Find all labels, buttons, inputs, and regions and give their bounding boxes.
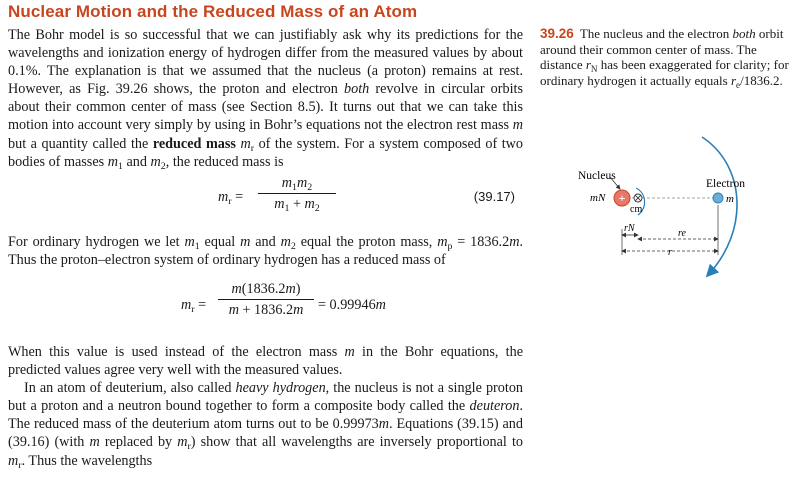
paragraph-4 — [8, 379, 523, 469]
nucleus-label: Nucleus — [578, 170, 616, 182]
paragraph-2 — [8, 233, 523, 269]
figure-number: 39.26 — [540, 26, 574, 41]
electron-sphere — [713, 193, 723, 203]
eq2-lhs: $m_r$ = — [181, 296, 207, 315]
mn-label: mN — [590, 192, 606, 204]
paragraph-1 — [8, 26, 523, 171]
paragraph-3 — [8, 343, 523, 379]
p4-text: In an atom of deuterium, also called heavy hydrogen, the nucleus is not a single proton but a proton and a neutron bound together to form a composite body called the deuteron. The reduced mass of the deuterium atom turns out to be 0.99973m. Equations (39.15) and (39.16) (with m replaced by $m_r$) show that all wavelengths are inversely proportional to $m_r$. Thus the wavelengths — [8, 380, 524, 471]
rn-label: rN — [624, 223, 635, 234]
figure-39-26 — [560, 135, 760, 285]
eq1-number: (39.17) — [473, 188, 515, 204]
equation-reduced-mass-hydrogen — [8, 281, 523, 333]
eq2-denominator: m + 1836.2m — [228, 301, 304, 318]
figure-caption — [540, 26, 790, 88]
electron-orbit-arc — [702, 137, 737, 275]
m-label: m — [726, 193, 734, 205]
eq1-lhs: $m_r$ = — [218, 188, 244, 207]
r-label: r — [668, 247, 672, 258]
eq2-numerator: m(1836.2m) — [231, 280, 301, 297]
equation-39-17 — [8, 175, 523, 223]
section-heading: Nuclear Motion and the Reduced Mass of an Atom — [8, 2, 418, 21]
p1-text: The Bohr model is so successful that we can justifiably ask why its predictions for the wavelengths and ionization energy of hydrogen differ from the measured values by about 0.1%. The explanation is that we assumed that the nucleus (a proton) remains at rest. However, as Fig. 39.26 shows, the proton and electron both revolve in circular orbits about their common center of mass (see Section 8.5). It turns out that we can take this motion into account very simply by using in Bohr’s equations not the electron rest mass m but a quantity called the reduced mass $m_r$ of the system. For a system composed of two bodies of masses $m_1$ and $m_2$, the reduced mass is — [8, 27, 524, 172]
caption-text: The nucleus and the electron both orbit around their common center of mass. The distance $r_N$ has been exaggerated for clarity; for ordinary hydrogen it actually equals $r_e/1836.2$. — [540, 26, 789, 90]
main-text-column — [8, 26, 523, 470]
re-label: re — [678, 228, 686, 239]
eq2-fraction — [218, 281, 314, 319]
electron-label: Electron — [706, 178, 745, 190]
eq1-numerator: $m_1m_2$ — [281, 174, 313, 193]
cm-label: cm — [630, 204, 643, 215]
eq1-denominator: $m_1 + m_2$ — [274, 195, 320, 214]
eq1-fraction — [258, 175, 336, 213]
eq2-result: = 0.99946m — [318, 296, 386, 313]
p2-text: For ordinary hydrogen we let $m_1$ equal m and $m_2$ equal the proton mass, $m_p = 1836.2m$. Thus the proton–electron system of ordinary hydrogen has a reduced mass of — [8, 233, 523, 268]
p3-text: When this value is used instead of the electron mass m in the Bohr equations, the predicted values agree very well with the measured values. — [8, 343, 524, 379]
nucleus-plus-sign: + — [618, 191, 626, 205]
